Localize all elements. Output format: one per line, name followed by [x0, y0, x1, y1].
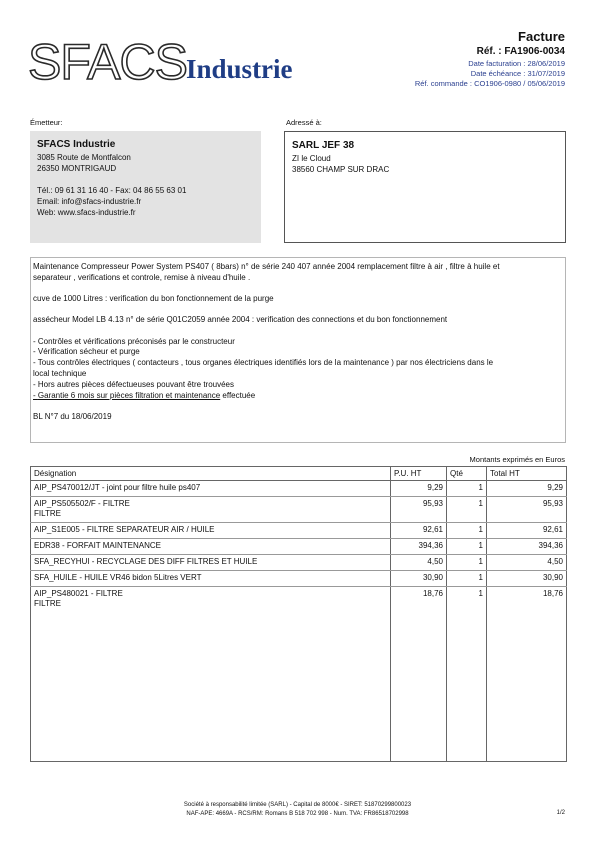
adresse-address1: ZI le Cloud	[292, 154, 331, 163]
description-line: separateur , verifications et controle, remise à niveau d'huile .	[33, 272, 251, 282]
cell-designation	[31, 555, 391, 571]
guarantee-suffix: effectuée	[220, 390, 256, 400]
cell-qte: 1	[447, 555, 487, 571]
cell-pu: 4,50	[391, 555, 447, 571]
cell-qte: 1	[447, 523, 487, 539]
designation-text: SFA_RECYHUI - RECYCLAGE DES DIFF FILTRES ET HUILE	[34, 557, 258, 566]
table-header-row	[31, 467, 567, 481]
cell-designation	[31, 587, 391, 762]
cell-pu: 18,76	[391, 587, 447, 762]
page-number: 1/2	[556, 810, 565, 816]
emetteur-web: Web: www.sfacs-industrie.fr	[37, 208, 136, 217]
cell-qte: 1	[447, 587, 487, 762]
date-echeance: Date échéance : 31/07/2019	[470, 69, 565, 78]
logo-sfacs-text: SFACS	[28, 34, 187, 90]
table-row	[31, 587, 567, 762]
emetteur-address2: 26350 MONTRIGAUD	[37, 164, 117, 173]
cell-total: 95,93	[487, 497, 567, 523]
cell-designation	[31, 481, 391, 497]
designation-subtext: FILTRE	[34, 599, 61, 608]
emetteur-label: Émetteur:	[30, 118, 63, 127]
table-row	[31, 571, 567, 587]
header-qte: Qté	[447, 467, 487, 481]
company-logo	[28, 34, 318, 90]
date-facturation: Date facturation : 28/06/2019	[468, 59, 565, 68]
designation-text: AIP_PS505502/F - FILTRE	[34, 499, 130, 508]
description-line: - Hors autres pièces défectueuses pouvant être trouvées	[33, 379, 234, 389]
emetteur-tel: Tél.: 09 61 31 16 40 - Fax: 04 86 55 63 01	[37, 186, 187, 195]
adresse-name: SARL JEF 38	[292, 140, 355, 151]
guarantee-prefix: -	[33, 390, 38, 400]
emetteur-address1: 3085 Route de Montfalcon	[37, 153, 131, 162]
adresse-label: Adressé à:	[286, 118, 322, 127]
table-row	[31, 555, 567, 571]
header-total: Total HT	[487, 467, 567, 481]
adresse-address2: 38560 CHAMP SUR DRAC	[292, 165, 390, 174]
cell-total: 92,61	[487, 523, 567, 539]
table-row	[31, 497, 567, 523]
description-box	[30, 257, 566, 443]
cell-designation	[31, 497, 391, 523]
cell-pu: 92,61	[391, 523, 447, 539]
footer-line1: Société à responsabilité limitée (SARL) - Capital de 8000€ - SIRET: 51870299800023	[183, 802, 412, 808]
header-pu: P.U. HT	[391, 467, 447, 481]
designation-text: SFA_HUILE - HUILE VR46 bidon 5Litres VERT	[34, 573, 202, 582]
cell-designation	[31, 523, 391, 539]
cell-pu: 95,93	[391, 497, 447, 523]
cell-pu: 30,90	[391, 571, 447, 587]
footer-line2: NAF-APE: 4669A - RCS/RM: Romans B 518 702 998 - Num. TVA: FR86518702998	[186, 811, 409, 817]
description-line: Maintenance Compresseur Power System PS407 ( 8bars) n° de série 240 407 année 2004 remplacement filtre à air , filtre à huile et	[33, 262, 500, 271]
description-line: - Contrôles et vérifications préconisés par le constructeur	[33, 336, 235, 346]
legal-footer	[0, 801, 595, 819]
invoice-header	[415, 30, 565, 89]
cell-qte: 1	[447, 497, 487, 523]
cell-qte: 1	[447, 539, 487, 555]
cell-designation	[31, 571, 391, 587]
cell-qte: 1	[447, 571, 487, 587]
cell-total: 394,36	[487, 539, 567, 555]
cell-pu: 394,36	[391, 539, 447, 555]
designation-text: AIP_S1E005 - FILTRE SEPARATEUR AIR / HUILE	[34, 525, 215, 534]
description-line: - Tous contrôles électriques ( contacteurs , tous organes électriques identifiés lors de la maintenance ) par nos électriciens dans le	[33, 358, 494, 368]
bl-reference: BL N°7 du 18/06/2019	[33, 411, 112, 421]
cell-total: 4,50	[487, 555, 567, 571]
designation-text: EDR38 - FORFAIT MAINTENANCE	[34, 541, 161, 550]
adresse-box	[284, 131, 566, 243]
designation-text: AIP_PS470012/JT - joint pour filtre huile ps407	[34, 483, 201, 492]
emetteur-email: Email: info@sfacs-industrie.fr	[37, 197, 142, 206]
ref-commande: Réf. commande : CO1906-0980 / 05/06/2019	[414, 79, 565, 88]
description-line: assécheur Model LB 4.13 n° de série Q01C2059 année 2004 : verification des connections et du bon fonctionnement	[33, 315, 448, 325]
table-row	[31, 539, 567, 555]
cell-pu: 9,29	[391, 481, 447, 497]
currency-note: Montants exprimés en Euros	[469, 455, 565, 464]
guarantee-line	[33, 391, 563, 402]
description-line: - Vérification sécheur et purge	[33, 347, 140, 357]
guarantee-text: Garantie 6 mois sur pièces filtration et maintenance	[37, 390, 221, 400]
emetteur-box	[30, 131, 261, 243]
invoice-title: Facture	[518, 29, 565, 44]
table-row	[31, 523, 567, 539]
table-row	[31, 481, 567, 497]
cell-designation	[31, 539, 391, 555]
emetteur-name: SFACS Industrie	[37, 139, 116, 150]
designation-text: AIP_PS480021 - FILTRE	[34, 589, 123, 598]
items-table	[30, 466, 567, 762]
logo-industrie-text: Industrie	[186, 54, 293, 84]
invoice-ref: Réf. : FA1906-0034	[476, 46, 565, 57]
cell-total: 30,90	[487, 571, 567, 587]
description-line: cuve de 1000 Litres : verification du bon fonctionnement de la purge	[33, 294, 274, 304]
cell-total: 18,76	[487, 587, 567, 762]
header-designation: Désignation	[31, 467, 391, 481]
cell-total: 9,29	[487, 481, 567, 497]
cell-qte: 1	[447, 481, 487, 497]
description-line: local technique	[33, 369, 87, 379]
designation-subtext: FILTRE	[34, 509, 61, 518]
